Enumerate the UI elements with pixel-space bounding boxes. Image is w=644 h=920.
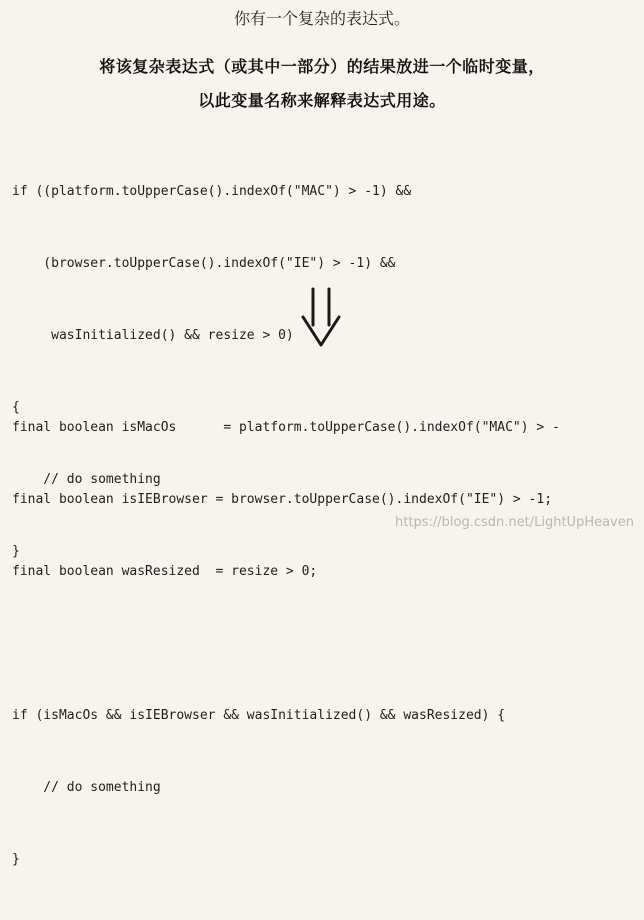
code-line: if (isMacOs && isIEBrowser && wasInitialized() && wasResized) { <box>12 708 506 723</box>
code-line <box>12 632 560 656</box>
code-line: // do something <box>12 780 161 795</box>
code-line: (browser.toUpperCase().indexOf("IE") > -1) && <box>12 256 396 271</box>
code-line: // do something <box>12 472 161 487</box>
code-line: final boolean isMacOs = platform.toUpperCase().indexOf("MAC") > - <box>12 420 560 435</box>
code-line: } <box>12 544 20 559</box>
double-down-arrow-icon <box>300 287 342 349</box>
watermark-url: https://blog.csdn.net/LightUpHeaven <box>395 515 634 530</box>
code-line: final boolean isIEBrowser = browser.toUpperCase().indexOf("IE") > -1; <box>12 492 553 507</box>
code-line: } <box>12 852 20 867</box>
code-line: { <box>12 400 20 415</box>
intro-sentence: 你有一个复杂的表达式。 <box>233 9 410 28</box>
code-after-block <box>12 368 560 920</box>
code-line: if ((platform.toUpperCase().indexOf("MAC") > -1) && <box>12 184 412 199</box>
heading-line-1: 将该复杂表达式（或其中一部分）的结果放进一个临时变量， <box>99 57 545 76</box>
heading-line-2: 以此变量名称来解释表达式用途。 <box>198 91 446 110</box>
code-line: final boolean wasResized = resize > 0; <box>12 564 318 579</box>
code-line: wasInitialized() && resize > 0) <box>12 328 294 343</box>
